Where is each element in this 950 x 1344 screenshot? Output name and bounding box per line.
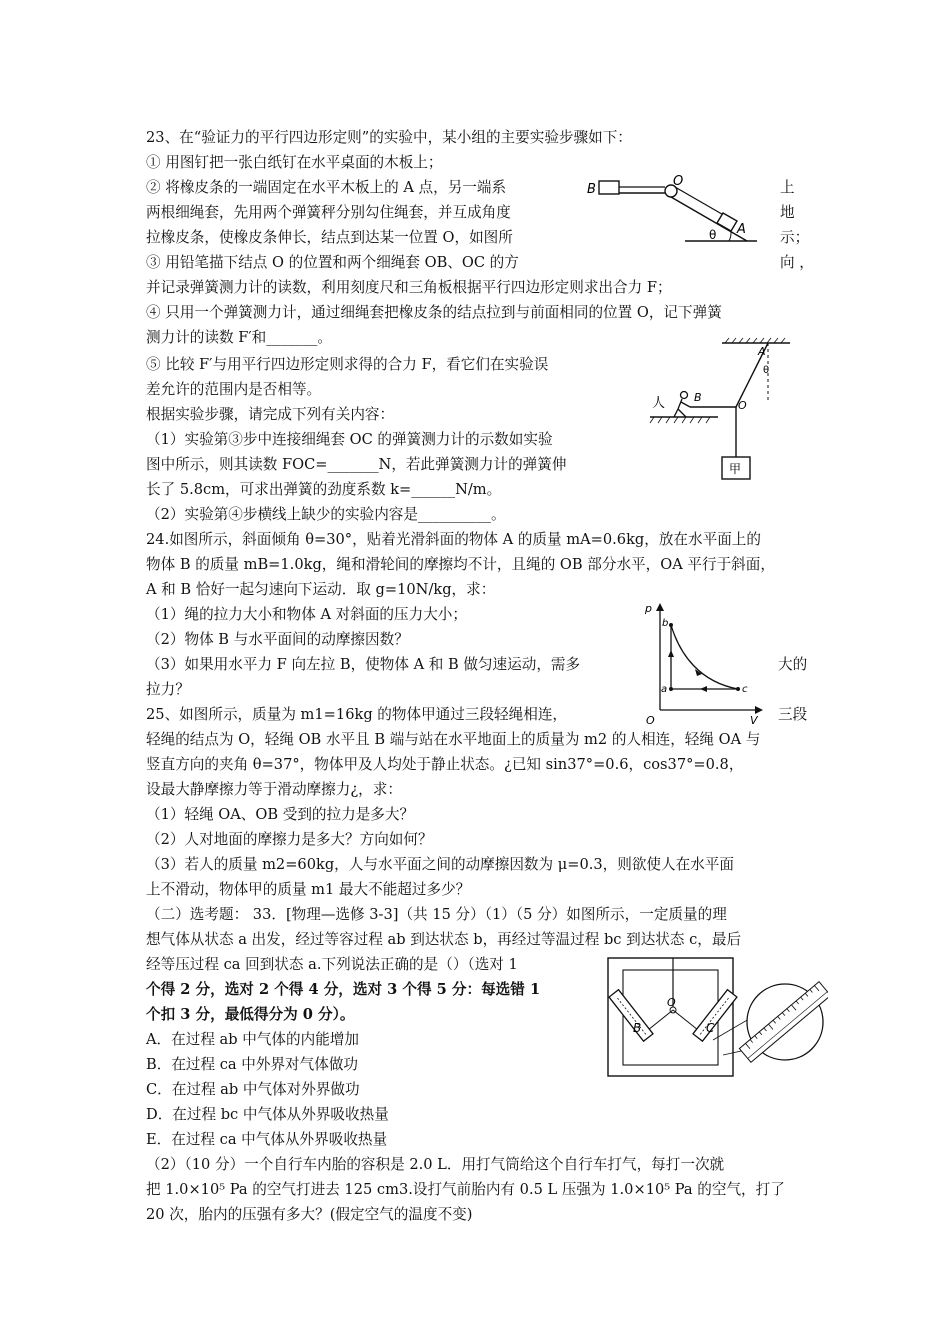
text-line: C．在过程 ab 中气体对外界做功 (146, 1081, 360, 1098)
text-line: D．在过程 bc 中气体从外界吸收热量 (146, 1106, 389, 1123)
text-line: （2）物体 B 与水平面间的动摩擦因数？ (146, 631, 409, 648)
text-line: A 和 B 恰好一起匀速向下运动．取 g=10N/kg，求： (146, 581, 496, 598)
pv-label-a: a (661, 684, 668, 695)
incline-label-o: O (673, 175, 684, 189)
board-label-c: C (706, 1021, 715, 1035)
pv-label-o: O (646, 714, 655, 725)
text-line: ① 用图钉把一张白纸钉在水平桌面的木板上； (146, 154, 443, 171)
person-icon (674, 392, 690, 418)
pv-diagram-figure (640, 600, 765, 725)
text-line: 图中所示，则其读数 FOC=_______N，若此弹簧测力计的弹簧伸 (146, 456, 567, 473)
text-line: （1）轻绳 OA、OB 受到的拉力是多大？ (146, 806, 415, 823)
text-line: B．在过程 ca 中外界对气体做功 (146, 1056, 359, 1073)
incline-label-a: A (737, 222, 746, 237)
text-line: （3）如果用水平力 F 向左拉 B，使物体 A 和 B 做匀速运动，需多 (146, 656, 581, 673)
hang-label-person: 人 (652, 396, 666, 411)
pv-label-p: p (645, 602, 652, 615)
text-line: A．在过程 ab 中气体的内能增加 (146, 1031, 359, 1048)
hang-label-jia: 甲 (729, 462, 742, 476)
text-line: （3）若人的质量 m2=60kg，人与水平面之间的动摩擦因数为 μ=0.3，则欲使人在水平面 (146, 856, 734, 873)
text-line: 竖直方向的夹角 θ=37°，物体甲及人均处于静止状态。¿已知 sin37°=0.6，cos37°=0.8， (146, 756, 744, 773)
margin-word: 地 (780, 204, 795, 221)
text-line: 个扣 3 分，最低得分为 0 分）。 (146, 1006, 355, 1023)
text-line: 25、如图所示，质量为 m1=16kg 的物体甲通过三段轻绳相连， (146, 706, 568, 723)
text-line: ② 将橡皮条的一端固定在水平木板上的 A 点，另一端系 (146, 179, 507, 196)
hang-label-o: O (738, 399, 747, 412)
board-label-b: B (633, 1021, 642, 1035)
text-line: （1）绳的拉力大小和物体 A 对斜面的压力大小； (146, 606, 467, 623)
incline-label-theta: θ (709, 228, 717, 242)
incline-pulley-figure (585, 175, 770, 250)
text-line: （二）选考题： 33．[物理—选修 3-3]（共 15 分）（1）（5 分）如图所示，一定质量的理 (146, 906, 727, 923)
text-line: （2）实验第④步横线上缺少的实验内容是__________。 (146, 506, 506, 523)
hang-label-a: A (758, 345, 766, 358)
text-line: 经等压过程 ca 回到状态 a.下列说法正确的是（）（选对 1 (146, 956, 518, 973)
text-line: 想气体从状态 a 出发，经过等容过程 ab 到达状态 b，再经过等温过程 bc 到达状态 c，最后 (146, 931, 742, 948)
text-line: ③ 用铅笔描下结点 O 的位置和两个细绳套 OB、OC 的方 (146, 254, 519, 271)
text-line: E．在过程 ca 中气体从外界吸收热量 (146, 1131, 388, 1148)
text-line: 物体 B 的质量 mB=1.0kg，绳和滑轮间的摩擦均不计，且绳的 OB 部分水平，OA 平行于斜面， (146, 556, 775, 573)
text-line: 设最大静摩擦力等于滑动摩擦力¿，求： (146, 781, 402, 798)
incline-label-b: B (587, 182, 596, 197)
board-label-o: O (667, 996, 676, 1009)
margin-word: 上 (780, 179, 795, 196)
pv-label-c: c (742, 684, 748, 695)
margin-word: 示； (780, 229, 810, 246)
text-line: 上不滑动，物体甲的质量 m1 最大不能超过多少？ (146, 881, 471, 898)
pv-label-v: V (750, 714, 758, 725)
text-line: 并记录弹簧测力计的读数，利用刻度尺和三角板根据平行四边形定则求出合力 F； (146, 279, 672, 296)
text-line: 拉橡皮条，使橡皮条伸长，结点到达某一位置 O，如图所 (146, 229, 513, 246)
text-line: ⑤ 比较 F′与用平行四边形定则求得的合力 F，看它们在实验误 (146, 356, 549, 373)
text-line: 个得 2 分，选对 2 个得 4 分，选对 3 个得 5 分：每选错 1 (146, 981, 541, 998)
spring-scale-board-figure (603, 950, 828, 1085)
text-line: 长了 5.8cm，可求出弹簧的劲度系数 k=______N/m。 (146, 481, 502, 498)
margin-word: 向 ， (780, 254, 814, 271)
hanging-mass-figure (640, 335, 800, 490)
text-line: （2）（10 分）一个自行车内胎的容积是 2.0 L．用打气筒给这个自行车打气，每打一次就 (146, 1156, 725, 1173)
text-line: （2）人对地面的摩擦力是多大？方向如何？ (146, 831, 433, 848)
text-line: 根据实验步骤，请完成下列有关内容： (146, 406, 395, 423)
text-line: 把 1.0×10⁵ Pa 的空气打进去 125 cm3.设打气前胎内有 0.5 L 压强为 1.0×10⁵ Pa 的空气，打了 (146, 1181, 785, 1198)
text-line: 23、在“验证力的平行四边形定则”的实验中，某小组的主要实验步骤如下： (146, 129, 632, 146)
text-line: ④ 只用一个弹簧测力计，通过细绳套把橡皮条的结点拉到与前面相同的位置 O，记下弹簧 (146, 304, 722, 321)
text-line: 轻绳的结点为 O，轻绳 OB 水平且 B 端与站在水平地面上的质量为 m2 的人相连，轻绳 OA 与 (146, 731, 761, 748)
text-line: 测力计的读数 F′和_______。 (146, 329, 332, 346)
text-line: （1）实验第③步中连接细绳套 OC 的弹簧测力计的示数如实验 (146, 431, 553, 448)
pv-label-b: b (662, 618, 669, 629)
text-line: 两根细绳套，先用两个弹簧秤分别勾住绳套，并互成角度 (146, 204, 511, 221)
text-line: 拉力？ (146, 681, 190, 698)
text-line: 差允许的范围内是否相等。 (146, 381, 322, 398)
margin-word: 三段 (778, 706, 808, 723)
text-line: 20 次，胎内的压强有多大？(假定空气的温度不变) (146, 1206, 473, 1223)
margin-word: 大的 (778, 656, 808, 673)
text-line: 24.如图所示，斜面倾角 θ=30°，贴着光滑斜面的物体 A 的质量 mA=0.6kg，放在水平面上的 (146, 531, 761, 548)
hang-label-theta: θ (763, 365, 770, 376)
hang-label-b: B (694, 391, 702, 404)
